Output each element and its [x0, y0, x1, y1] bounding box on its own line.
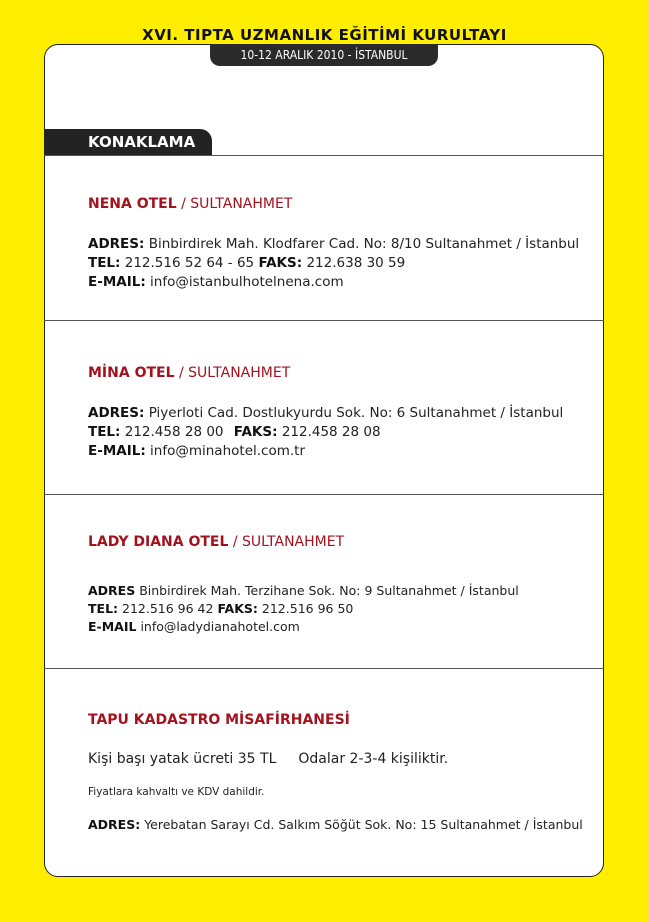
hotel-name-line: [88, 533, 588, 551]
email-line: [88, 618, 588, 636]
price-text: Kişi başı yatak ücreti 35 TL: [88, 751, 277, 767]
address-label: ADRES:: [88, 817, 141, 832]
hotel-district: SULTANAHMET: [188, 365, 291, 381]
fax-value: 212.458 28 08: [281, 424, 381, 440]
price-note: Fiyatlara kahvaltı ve KDV dahildir.: [88, 786, 265, 798]
address-value: Piyerloti Cad. Dostlukyurdu Sok. No: 6 Sultanahmet / İstanbul: [148, 405, 564, 421]
event-title: XVI. TIPTA UZMANLIK EĞİTİMİ KURULTAYI: [142, 26, 507, 44]
hotel-entry-lady-diana: [88, 533, 588, 636]
tel-label: TEL:: [88, 424, 121, 440]
divider: [44, 668, 604, 669]
tel-label: TEL:: [88, 255, 121, 271]
hotel-name: MİNA OTEL: [88, 365, 175, 381]
hotel-entry-mina: [88, 364, 588, 461]
address-label: ADRES:: [88, 236, 145, 252]
address-label: ADRES: [88, 583, 136, 598]
guesthouse-name: TAPU KADASTRO MİSAFİRHANESİ: [88, 712, 350, 728]
tel-value: 212.516 52 64 - 65: [124, 255, 255, 271]
email-line: [88, 442, 588, 461]
email-value: info@minahotel.com.tr: [150, 443, 306, 459]
hotel-separator: /: [228, 534, 243, 550]
email-line: [88, 273, 588, 292]
address-line: [88, 816, 588, 834]
email-value: info@ladydianahotel.com: [140, 619, 300, 634]
hotel-separator: /: [174, 365, 189, 381]
section-title: KONAKLAMA: [44, 129, 212, 155]
guesthouse-name-line: [88, 711, 588, 730]
hotel-name-line: [88, 195, 588, 214]
address-value: Binbirdirek Mah. Terzihane Sok. No: 9 Sultanahmet / İstanbul: [139, 583, 519, 598]
address-line: [88, 404, 588, 423]
tel-value: 212.516 96 42: [122, 601, 214, 616]
address-line: [88, 235, 588, 254]
price-line: [88, 750, 588, 769]
hotel-name: LADY DIANA OTEL: [88, 534, 229, 550]
fax-value: 212.638 30 59: [306, 255, 406, 271]
divider: [44, 320, 604, 321]
address-value: Yerebatan Sarayı Cd. Salkım Söğüt Sok. No: 15 Sultanahmet / İstanbul: [144, 817, 583, 832]
fax-label: FAKS:: [258, 255, 303, 271]
hotel-name: NENA OTEL: [88, 196, 177, 212]
divider: [44, 155, 604, 156]
divider: [44, 494, 604, 495]
hotel-district: SULTANAHMET: [242, 534, 345, 550]
hotel-name-line: [88, 364, 588, 383]
fax-label: FAKS:: [233, 424, 278, 440]
hotel-district: SULTANAHMET: [190, 196, 293, 212]
guesthouse-entry: [88, 711, 588, 834]
address-value: Binbirdirek Mah. Klodfarer Cad. No: 8/10 Sultanahmet / İstanbul: [148, 236, 580, 252]
email-label: E-MAIL: [88, 619, 137, 634]
phone-line: [88, 600, 588, 618]
rooms-text: Odalar 2-3-4 kişiliktir.: [298, 751, 449, 767]
address-label: ADRES:: [88, 405, 145, 421]
hotel-separator: /: [176, 196, 191, 212]
email-value: info@istanbulhotelnena.com: [150, 274, 344, 290]
tel-label: TEL:: [88, 601, 119, 616]
event-dates: 10-12 ARALIK 2010 - İSTANBUL: [210, 44, 438, 66]
email-label: E-MAIL:: [88, 443, 146, 459]
fax-value: 212.516 96 50: [261, 601, 354, 616]
hotel-entry-nena: [88, 195, 588, 292]
tel-value: 212.458 28 00: [124, 424, 224, 440]
email-label: E-MAIL:: [88, 274, 146, 290]
address-line: [88, 582, 588, 600]
fax-label: FAKS:: [217, 601, 258, 616]
phone-line: [88, 254, 588, 273]
phone-line: [88, 423, 588, 442]
